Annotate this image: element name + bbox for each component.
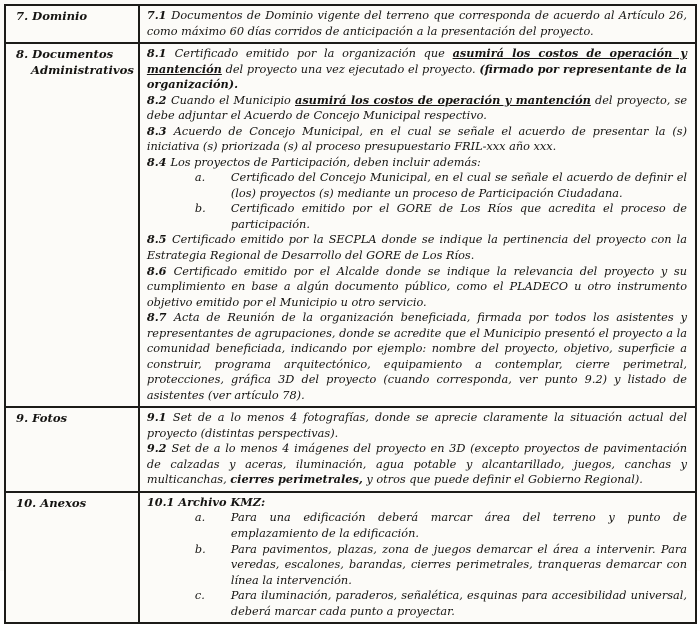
item-number: 8.1 [146,46,175,61]
emphasis-bold-text: cierres perimetrales, [230,472,363,487]
row-label-anexos: 10. Anexos [5,492,139,623]
sub-item-marker: b. [194,202,206,216]
row-label-fotos: 9. Fotos [5,407,139,492]
row-content-documentos-administrativos [139,43,696,407]
item-number: 8.6 [146,263,174,278]
sub-item-marker: a. [194,511,206,525]
item-text: Documentos de Dominio vigente del terreno que corresponda de acuerdo al Artículo 26, como máximo 60 días corridos de anticipación a la presentación del proyecto. [146,9,687,38]
table-row-documentos-administrativos [5,43,696,407]
item-text: Certificado emitido por la organización que [174,47,453,61]
emphasis-underline-text: asumirá los costos de operación y mantención [146,46,687,76]
sub-item-text: Certificado del Concejo Municipal, en el cual se señale el acuerdo de definir el (los) proyectos (s) mediante un proceso de Participación Ciudadana. [230,171,687,200]
item-text: Los proyectos de Participación, deben incluir además: [170,155,481,169]
row-content-fotos [139,407,696,492]
item-number: 8.3 [146,123,174,138]
sub-item-text: Para iluminación, paraderos, señalética, esquinas para accesibilidad universal, deberá marcar cada punto a proyectar. [230,589,687,618]
item-8-2 [147,93,687,124]
item-number: 8.7 [146,310,174,325]
item-text: Cuando el Municipio [171,93,295,107]
sub-item-text: Certificado emitido por el GORE de Los Ríos que acredita el proceso de participación. [230,202,687,231]
item-10-1 [147,495,687,511]
item-number: 8.4 [146,154,171,169]
requirements-table [4,4,697,624]
sub-item-8-4-b [147,201,687,232]
item-8-4 [147,155,687,171]
item-number: 8.5 [146,232,172,247]
emphasis-underline-text: asumirá los costos de operación y mantención [295,92,591,107]
sub-item-marker: b. [194,542,206,556]
item-text: Set de a lo menos 4 fotografías, donde se aprecie claramente la situación actual del proyecto (distintas perspectivas). [146,411,687,440]
item-text: Set de a lo menos 4 imágenes del proyecto en 3D (excepto proyectos de pavimentación de calzadas y aceras, iluminación, agua potable y alcantarillado, juegos, canchas y multicanchas, [146,442,687,487]
sub-item-marker: c. [194,589,205,603]
sub-item-text: Para pavimentos, plazas, zona de juegos demarcar el área a intervenir. Para veredas, escalones, barandas, cierres perimetrales, tranqueras demarcar con línea la intervención. [230,542,687,587]
sub-item-10-1-b [147,542,687,589]
item-8-1 [147,46,687,93]
sub-item-10-1-a [147,510,687,541]
item-text: del proyecto una vez ejecutado el proyecto. [221,62,480,76]
item-text: Acta de Reunión de la organización beneficiada, firmada por todos los asistentes y representantes de agrupaciones, donde se acredite que el Municipio presentó el proyecto a la comunidad beneficiada, indicando por ejemplo: nombre del proyecto, objetivo, superficie a construir, programa arquitectónico, equipamiento a contemplar, cierre perimetral, protecciones, gráfica 3D del proyecto (cuando corresponda, ver punto 9.2) y listado de asistentes (ver artículo 78). [146,311,687,402]
sub-item-10-1-c [147,588,687,619]
item-number: 10.1 Archivo KMZ: [146,494,266,509]
item-number: 7.1 [146,8,172,22]
item-text: Certificado emitido por el Alcalde donde se indique la relevancia del proyecto y su cumplimiento en base a algún documento público, como el PLADECO u otro instrumento objetivo emitido por el Municipio u otro servicio. [146,264,688,309]
table-row-dominio [5,5,696,43]
item-8-6 [147,264,687,311]
item-9-1 [147,410,687,441]
item-number: 8.2 [146,92,172,107]
row-label-documentos-administrativos: 8. Documentos Administrativos [5,43,139,407]
item-8-5 [147,232,687,263]
sub-item-8-4-a [147,170,687,201]
item-7-1 [147,8,687,39]
item-text: Acuerdo de Concejo Municipal, en el cual se señale el acuerdo de presentar la (s) iniciativa (s) priorizada (s) al proceso presupuestario FRIL-xxx año xxx. [146,124,687,154]
row-content-dominio [139,5,696,43]
item-text: del proyecto, se debe adjuntar el Acuerdo de Concejo Municipal respectivo. [146,93,687,123]
table-row-anexos [5,492,696,623]
item-8-7 [147,310,687,403]
item-9-2 [147,441,687,488]
item-number: 9.2 [146,441,172,456]
sub-item-marker: a. [194,171,206,185]
row-label-dominio: 7. Dominio [5,5,139,43]
item-text: y otros que puede definir el Gobierno Regional). [362,473,643,487]
row-content-anexos [139,492,696,623]
emphasis-bold-text: (firmado por representante de la organización). [146,61,687,92]
sub-item-text: Para una edificación deberá marcar área del terreno y punto de emplazamiento de la edificación. [230,511,687,540]
table-row-fotos [5,407,696,492]
item-number: 9.1 [146,410,173,425]
item-text: Certificado emitido por la SECPLA donde se indique la pertinencia del proyecto con la Estrategia Regional de Desarrollo del GORE de Los Ríos. [146,233,687,262]
item-8-3 [147,124,687,155]
